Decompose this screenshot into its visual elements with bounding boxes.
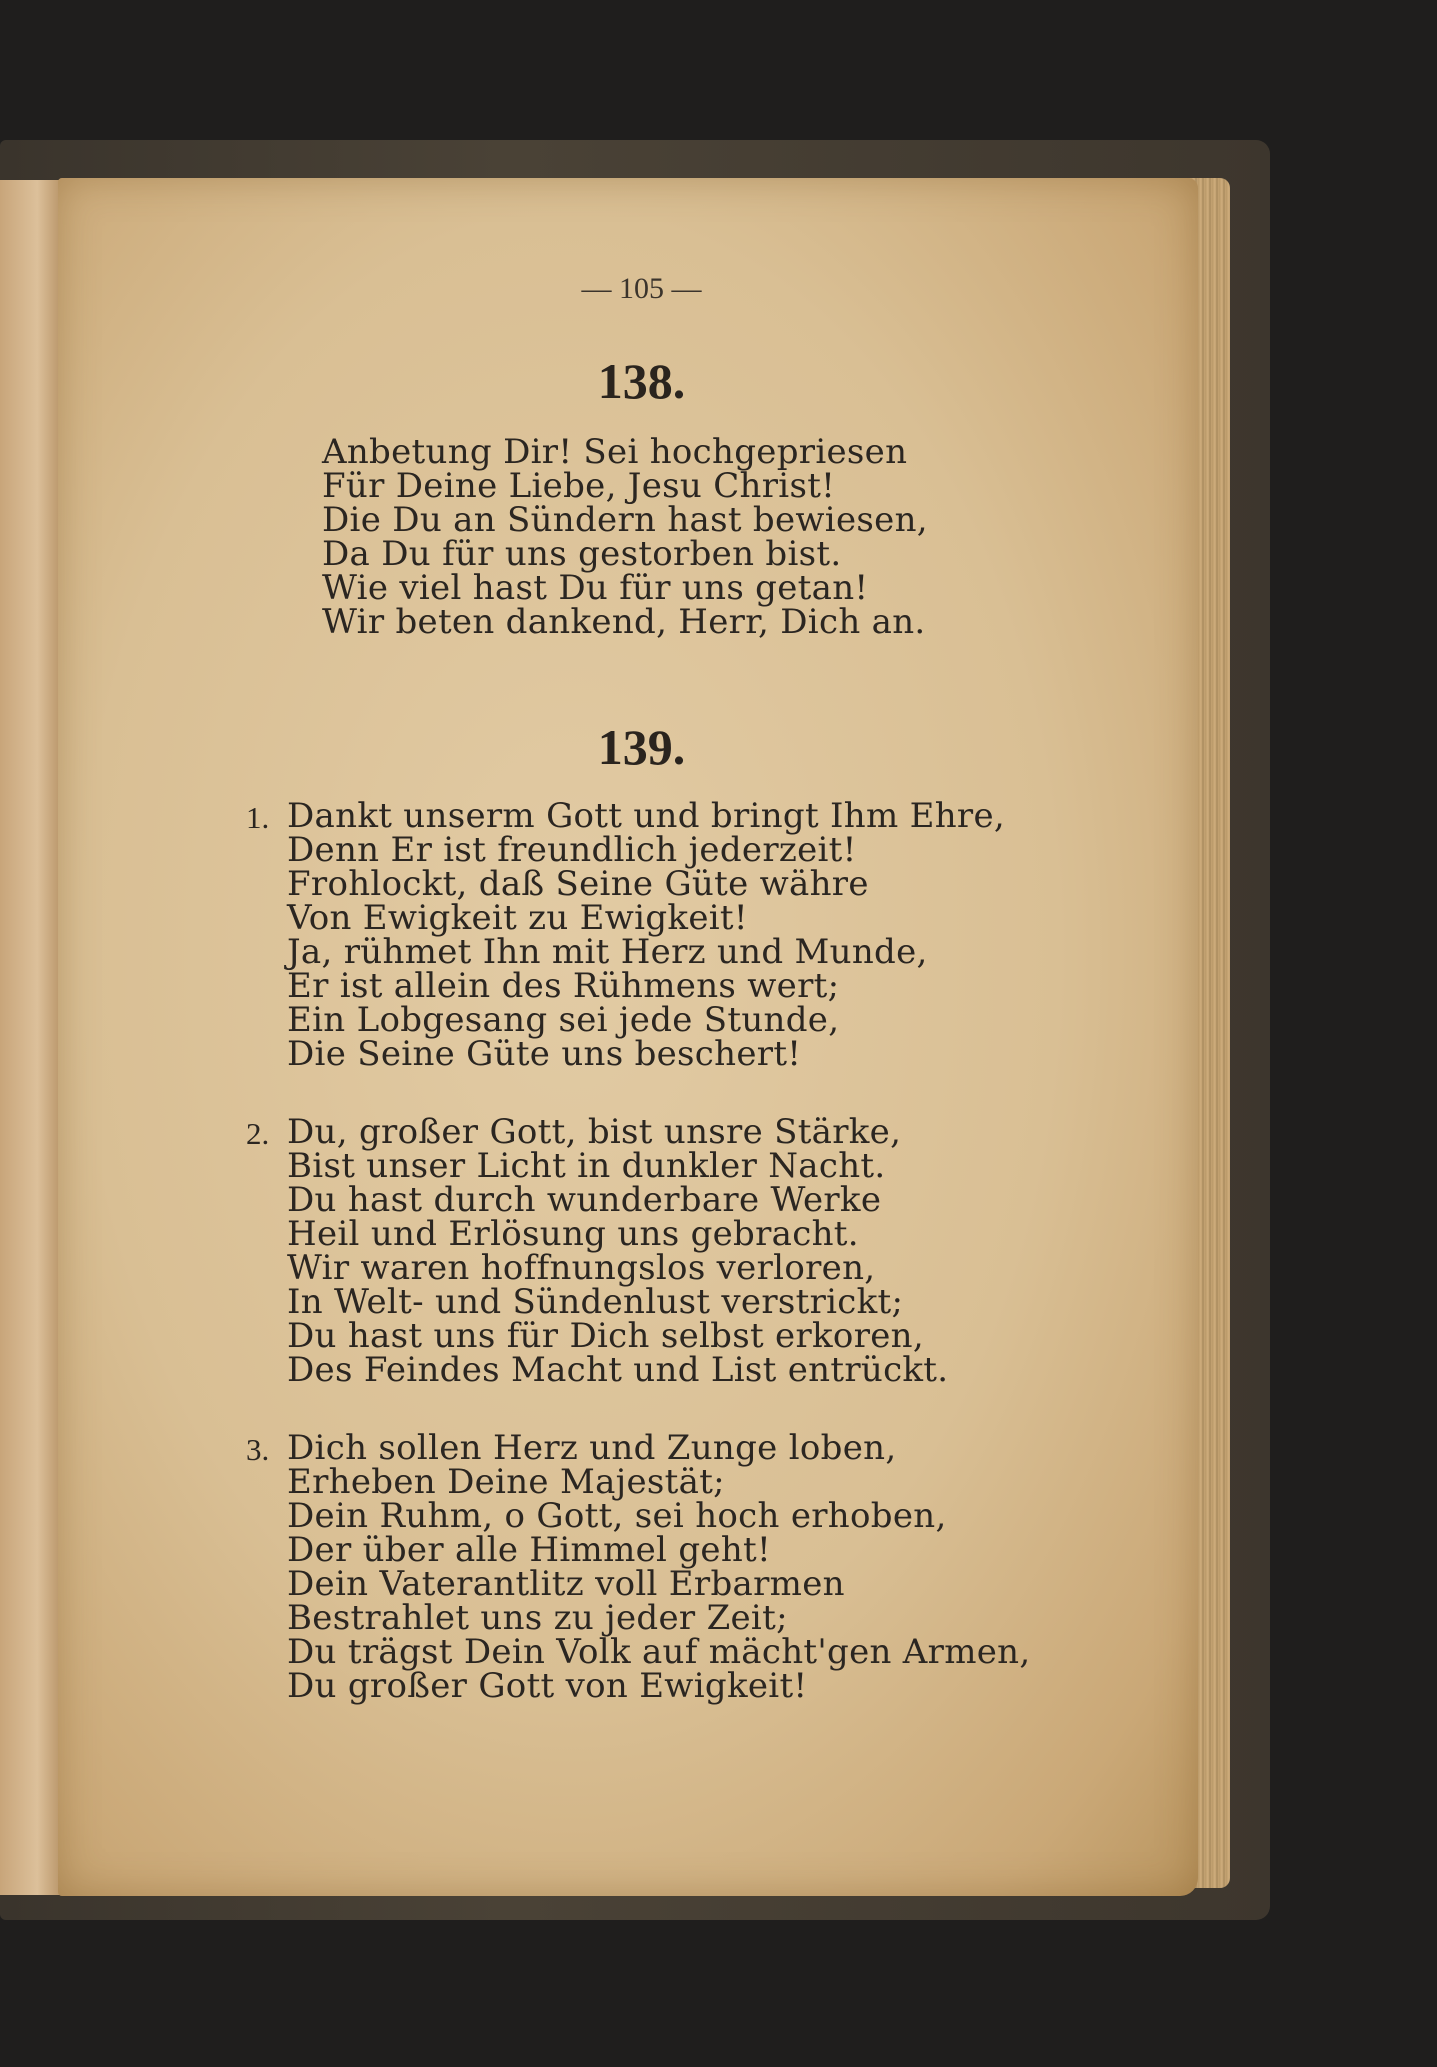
hymn-139-v2-line-5: Wir waren hoffnungslos verloren, bbox=[287, 1248, 876, 1288]
hymn-139-v1-line-3: Frohlockt, daß Seine Güte währe bbox=[287, 864, 869, 904]
verse-number-2: 2. bbox=[246, 1116, 270, 1151]
hymn-139-v2-line-8: Des Feindes Macht und List entrückt. bbox=[287, 1350, 949, 1390]
hymn-number-139: 139. bbox=[597, 719, 686, 775]
hymn-139-v3-line-4: Der über alle Himmel geht! bbox=[287, 1530, 771, 1570]
hymn-139-v3-line-3: Dein Ruhm, o Gott, sei hoch erhoben, bbox=[287, 1496, 947, 1536]
hymn-139-v1-line-4: Von Ewigkeit zu Ewigkeit! bbox=[287, 898, 748, 938]
hymn-139-v1-line-7: Ein Lobgesang sei jede Stunde, bbox=[287, 1000, 840, 1040]
hymn-139-v2-line-2: Bist unser Licht in dunkler Nacht. bbox=[287, 1146, 886, 1186]
hymn-139-v2-line-6: In Welt- und Sündenlust verstrickt; bbox=[287, 1282, 904, 1322]
verse-number-3: 3. bbox=[246, 1432, 270, 1467]
hymn-139-v3-line-1: Dich sollen Herz und Zunge loben, bbox=[287, 1428, 897, 1468]
verse-number-1: 1. bbox=[246, 800, 270, 835]
hymn-139-v1-line-8: Die Seine Güte uns beschert! bbox=[287, 1034, 802, 1074]
hymn-139-v3-line-8: Du großer Gott von Ewigkeit! bbox=[287, 1666, 808, 1706]
hymn-number-138: 138. bbox=[597, 353, 686, 409]
hymn-139-v2-line-1: Du, großer Gott, bist unsre Stärke, bbox=[287, 1112, 902, 1152]
hymn-139-v2-line-3: Du hast durch wunderbare Werke bbox=[287, 1180, 882, 1220]
hymn-138-line-5: Wie viel hast Du für uns getan! bbox=[322, 568, 869, 608]
hymn-138-line-1: Anbetung Dir! Sei hochgepriesen bbox=[322, 432, 908, 472]
hymn-138-line-2: Für Deine Liebe, Jesu Christ! bbox=[322, 466, 836, 506]
hymn-139-v1-line-2: Denn Er ist freundlich jederzeit! bbox=[287, 830, 857, 870]
hymn-139-v2-line-4: Heil und Erlösung uns gebracht. bbox=[287, 1214, 859, 1254]
hymn-138-line-6: Wir beten dankend, Herr, Dich an. bbox=[322, 602, 926, 642]
page-number: — 105 — bbox=[581, 272, 702, 305]
hymn-139-v1-line-6: Er ist allein des Rühmens wert; bbox=[287, 966, 840, 1006]
hymn-139-v3-line-6: Bestrahlet uns zu jeder Zeit; bbox=[287, 1598, 788, 1638]
hymn-139-v1-line-5: Ja, rühmet Ihn mit Herz und Munde, bbox=[287, 932, 928, 972]
hymn-139-v1-line-1: Dankt unserm Gott und bringt Ihm Ehre, bbox=[287, 796, 1005, 836]
hymn-139-v2-line-7: Du hast uns für Dich selbst erkoren, bbox=[287, 1316, 924, 1356]
hymn-139-v3-line-2: Erheben Deine Majestät; bbox=[287, 1462, 725, 1502]
left-page-edge bbox=[0, 180, 62, 1895]
hymn-139-v3-line-5: Dein Vaterantlitz voll Erbarmen bbox=[287, 1564, 845, 1604]
hymn-139-v3-line-7: Du trägst Dein Volk auf mächt'gen Armen, bbox=[287, 1632, 1031, 1672]
hymn-138-line-4: Da Du für uns gestorben bist. bbox=[322, 534, 842, 574]
hymn-138-line-3: Die Du an Sündern hast bewiesen, bbox=[322, 500, 928, 540]
